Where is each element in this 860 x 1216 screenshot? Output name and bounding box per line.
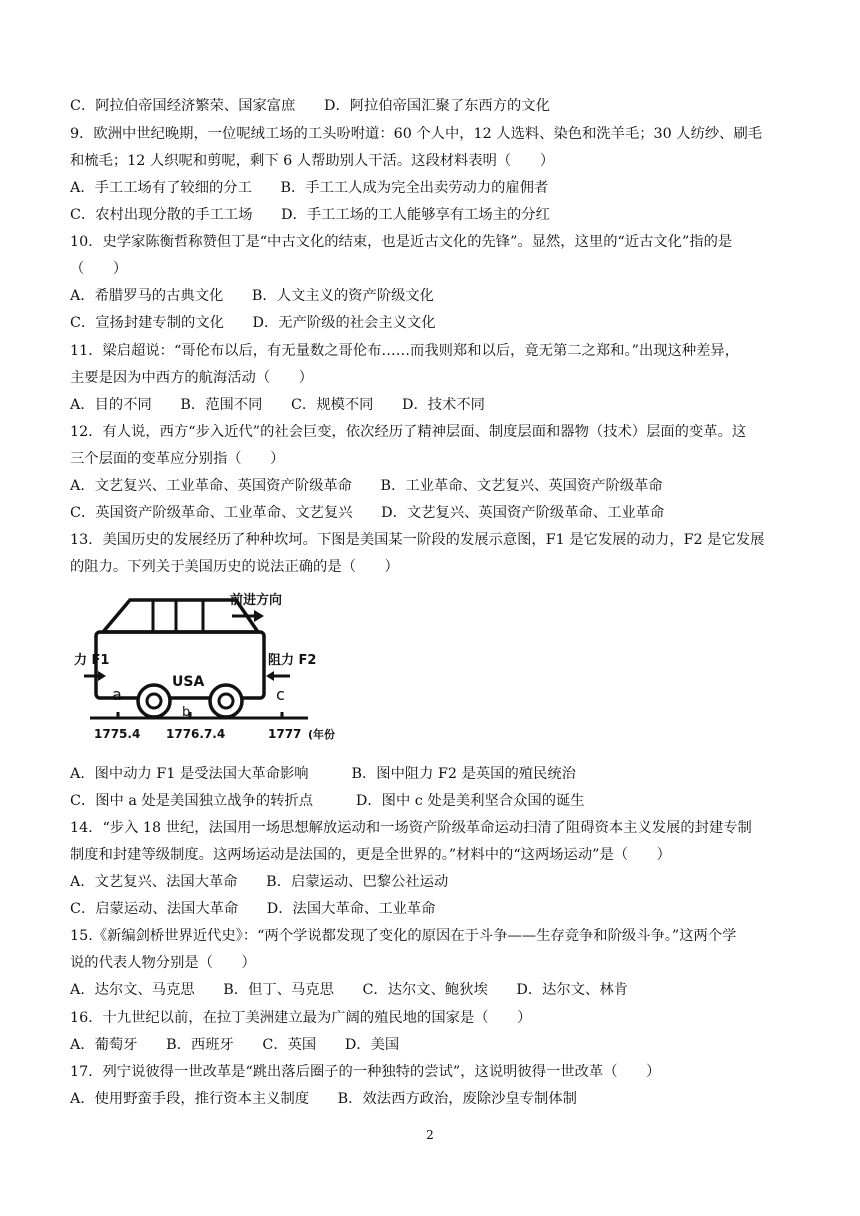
option-line: A．目的不同 B．范围不同 C．规模不同 D．技术不同 — [70, 397, 485, 413]
question-15: 15.《新编剑桥世界近代史》：“两个学说都发现了变化的原因在于斗争——生存竞争和阶级斗争。”这两个学 — [70, 928, 737, 944]
date-label: 1775.4 — [94, 727, 141, 741]
option-line: A．文艺复兴、法国大革命 B．启蒙运动、巴黎公社运动 — [70, 874, 449, 890]
question-13-cont: 的阻力。下列关于美国历史的说法正确的是（ ） — [70, 559, 399, 575]
option-line: A．达尔文、马克思 B．但丁、马克思 C．达尔文、鲍狄埃 D．达尔文、林肯 — [70, 982, 628, 998]
arrow-head — [98, 671, 106, 681]
option-line: A．使用野蛮手段，推行资本主义制度 B．效法西方政治，废除沙皇专制体制 — [70, 1091, 577, 1107]
direction-label: 前进方向 — [230, 593, 283, 608]
question-15-cont: 说的代表人物分别是（ ） — [70, 955, 256, 971]
question-14: 14．“步入 18 世纪，法国用一场思想解放运动和一场资产阶级革命运动扫清了阻碍资本主义发展的封建专制 — [70, 820, 752, 836]
date-label: 1776.7.4 — [166, 727, 226, 741]
point-c-label: c — [276, 685, 285, 704]
point-b-label: b — [182, 705, 191, 720]
f1-label: 力 F1 — [74, 653, 110, 668]
option-line: C．宣扬封建专制的文化 D．无产阶级的社会主义文化 — [70, 315, 436, 331]
option-line: A．葡萄牙 B．西班牙 C．英国 D．美国 — [70, 1037, 400, 1053]
option-line: C．启蒙运动、法国大革命 D．法国大革命、工业革命 — [70, 901, 436, 917]
question-9: 9．欧洲中世纪晚期，一位呢绒工场的工头吩咐道：60 个人中，12 人选料、染色和洗羊毛；30 人纺纱、刷毛 — [70, 126, 763, 142]
question-10-cont: （ ） — [70, 261, 128, 277]
option-line: A．希腊罗马的古典文化 B．人文主义的资产阶级文化 — [70, 288, 434, 304]
page-number: 2 — [426, 1128, 434, 1142]
question-11: 11．梁启超说：“哥伦布以后，有无量数之哥伦布……而我则郑和以后，竟无第二之郑和。”出现这种差异， — [70, 343, 740, 359]
option-line: C．阿拉伯帝国经济繁荣、国家富庶 D．阿拉伯帝国汇聚了东西方的文化 — [70, 98, 550, 114]
option-line: C．农村出现分散的手工工场 D．手工工场的工人能够享有工场主的分红 — [70, 207, 550, 223]
question-11-cont: 主要是因为中西方的航海活动（ ） — [70, 370, 314, 386]
question-14-cont: 制度和封建等级制度。这两场运动是法国的，更是全世界的。”材料中的“这两场运动”是（ ） — [70, 847, 671, 863]
option-line: C．图中 a 处是美国独立战争的转折点 D．图中 c 处是美利坚合众国的诞生 — [70, 793, 585, 809]
f2-label: 阻力 F2 — [268, 653, 317, 668]
question-12-cont: 三个层面的变革应分别指（ ） — [70, 451, 285, 467]
wheel — [138, 685, 170, 717]
unit-label: (年份 — [308, 728, 336, 741]
question-16: 16．十九世纪以前，在拉丁美洲建立最为广阔的殖民地的国家是（ ） — [70, 1010, 532, 1026]
option-line: C．英国资产阶级革命、工业革命、文艺复兴 D．文艺复兴、英国资产阶级革命、工业革命 — [70, 505, 665, 521]
date-label: 1777 — [268, 727, 302, 741]
usa-car-diagram — [68, 588, 368, 758]
point-a-label: a — [112, 685, 122, 704]
question-10: 10．史学家陈衡哲称赞但丁是“中古文化的结束，也是近古文化的先锋”。显然，这里的“近古文化”指的是 — [70, 234, 733, 250]
option-line: A．手工工场有了较细的分工 B．手工工人成为完全出卖劳动力的雇佣者 — [70, 180, 549, 196]
option-line: A．图中动力 F1 是受法国大革命影响 B．图中阻力 F2 是英国的殖民统治 — [70, 766, 576, 782]
question-13: 13．美国历史的发展经历了种种坎坷。下图是美国某一阶段的发展示意图，F1 是它发展的动力，F2 是它发展 — [70, 532, 765, 548]
question-9-cont: 和梳毛；12 人织呢和剪呢，剩下 6 人帮助别人干活。这段材料表明（ ） — [70, 153, 555, 169]
option-line: A．文艺复兴、工业革命、英国资产阶级革命 B．工业革命、文艺复兴、英国资产阶级革命 — [70, 478, 663, 494]
question-17: 17．列宁说彼得一世改革是“跳出落后圈子的一种独特的尝试”，这说明彼得一世改革（ ） — [70, 1064, 661, 1080]
usa-label: USA — [172, 674, 205, 690]
question-12: 12．有人说，西方“步入近代”的社会巨变，依次经历了精神层面、制度层面和器物（技术）层面的变革。这 — [70, 424, 747, 440]
arrow-head — [254, 610, 264, 622]
wheel — [210, 685, 242, 717]
arrow-head — [266, 671, 274, 681]
